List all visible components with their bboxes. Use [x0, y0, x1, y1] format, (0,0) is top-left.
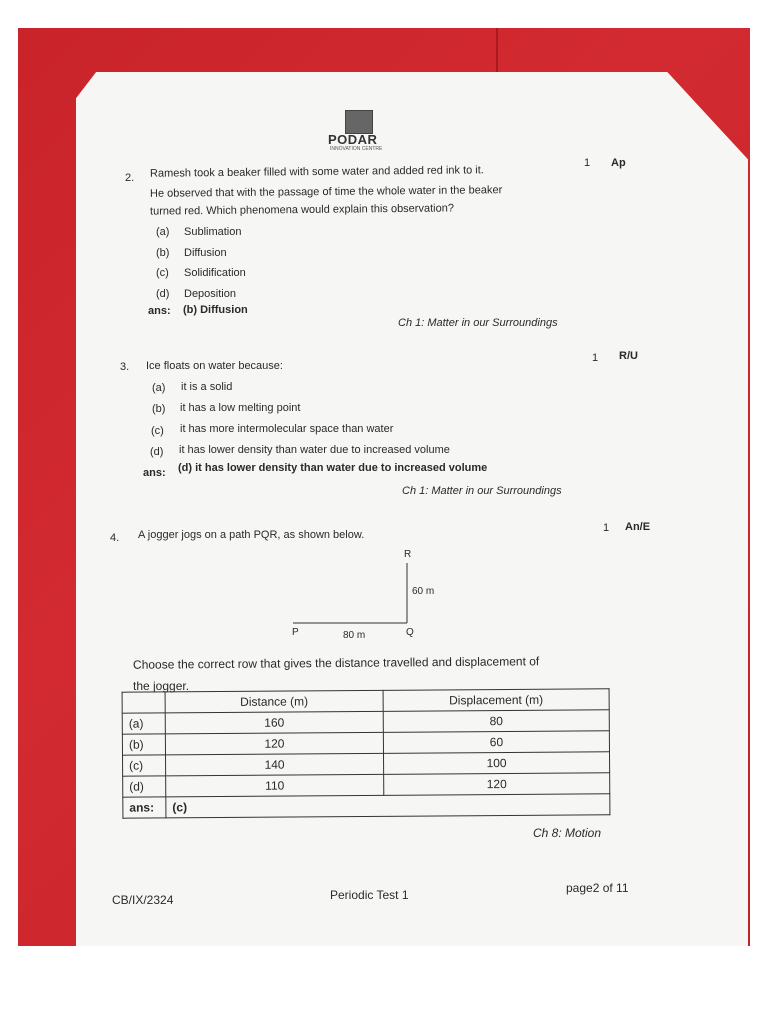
- q4-prompt-1: Choose the correct row that gives the distance travelled and displacement of: [132, 654, 540, 672]
- q2-line-1: Ramesh took a beaker filled with some water and added red ink to it.: [149, 164, 484, 180]
- footer-page: page2 of 11: [566, 881, 629, 895]
- row-a-label: (a): [122, 713, 165, 734]
- header-distance: Distance (m): [165, 690, 383, 713]
- pq-length-label: 80 m: [343, 630, 366, 641]
- q4-number: 4.: [110, 532, 120, 544]
- q3-marks: 1: [592, 352, 599, 364]
- table-answer-row: [123, 794, 610, 818]
- q3-opt-a-label: (a): [152, 382, 166, 394]
- header-displacement: Displacement (m): [383, 689, 609, 712]
- row-d-displacement: 120: [384, 773, 610, 796]
- q3-answer: (d) it has lower density than water due to increased volume: [178, 462, 488, 474]
- q3-opt-c-label: (c): [151, 425, 164, 437]
- q2-opt-d-label: (d): [156, 288, 170, 300]
- q4-options-table: [122, 688, 611, 818]
- q4-ans-label: ans:: [123, 797, 166, 818]
- q4-marks: 1: [603, 522, 610, 534]
- q2-opt-d-text: Deposition: [184, 288, 236, 300]
- q2-opt-c-text: Solidification: [184, 267, 246, 279]
- q2-opt-b-text: Diffusion: [184, 247, 227, 259]
- row-c-displacement: 100: [383, 752, 609, 775]
- point-q-label: Q: [406, 627, 414, 638]
- q2-marks: 1: [584, 157, 591, 169]
- logo-subtext: INNOVATION CENTRE: [330, 146, 383, 152]
- q3-number: 3.: [120, 361, 130, 373]
- q3-ans-label: ans:: [143, 467, 166, 479]
- q3-line-1: Ice floats on water because:: [146, 360, 283, 372]
- logo-text: PODAR: [328, 132, 378, 147]
- q2-answer: (b) Diffusion: [183, 304, 248, 316]
- q4-answer: (c): [166, 794, 610, 818]
- row-b-label: (b): [122, 734, 165, 755]
- school-logo-icon: [345, 110, 373, 134]
- q3-opt-b-text: it has a low melting point: [180, 402, 301, 414]
- q2-opt-a-text: Sublimation: [184, 226, 242, 238]
- row-a-displacement: 80: [383, 710, 609, 733]
- row-a-distance: 160: [165, 711, 383, 734]
- q3-opt-c-text: it has more intermolecular space than water: [180, 423, 394, 435]
- q2-chapter: Ch 1: Matter in our Surroundings: [398, 317, 558, 329]
- q4-chapter: Ch 8: Motion: [533, 826, 602, 840]
- q3-opt-b-label: (b): [152, 403, 166, 415]
- point-r-label: R: [404, 549, 412, 560]
- q3-chapter: Ch 1: Matter in our Surroundings: [402, 485, 562, 497]
- row-c-label: (c): [123, 755, 166, 776]
- row-b-displacement: 60: [383, 731, 609, 754]
- row-d-label: (d): [123, 776, 166, 797]
- row-d-distance: 110: [166, 774, 384, 797]
- footer-code: CB/IX/2324: [112, 893, 174, 907]
- q3-opt-a-text: it is a solid: [181, 381, 233, 393]
- q2-level: Ap: [611, 157, 626, 169]
- q2-opt-c-label: (c): [156, 267, 169, 279]
- q3-opt-d-text: it has lower density than water due to increased volume: [179, 444, 450, 456]
- q4-prompt-2: the jogger.: [133, 679, 190, 693]
- q3-opt-d-label: (d): [150, 446, 164, 458]
- row-c-distance: 140: [166, 753, 384, 776]
- q2-ans-label: ans:: [148, 305, 171, 317]
- q2-number: 2.: [125, 172, 135, 184]
- q2-line-2: He observed that with the passage of time the whole water in the beaker: [149, 184, 503, 200]
- q3-level: R/U: [619, 350, 638, 362]
- row-b-distance: 120: [165, 732, 383, 755]
- q4-level: An/E: [625, 521, 651, 533]
- q2-opt-a-label: (a): [156, 226, 170, 238]
- footer-title: Periodic Test 1: [330, 888, 409, 902]
- q2-line-3: turned red. Which phenomena would explain this observation?: [149, 202, 454, 218]
- point-p-label: P: [292, 627, 299, 638]
- qr-length-label: 60 m: [412, 586, 435, 597]
- q2-opt-b-label: (b): [156, 247, 170, 259]
- header-blank: [122, 692, 165, 713]
- q4-line-1: A jogger jogs on a path PQR, as shown below.: [138, 529, 365, 541]
